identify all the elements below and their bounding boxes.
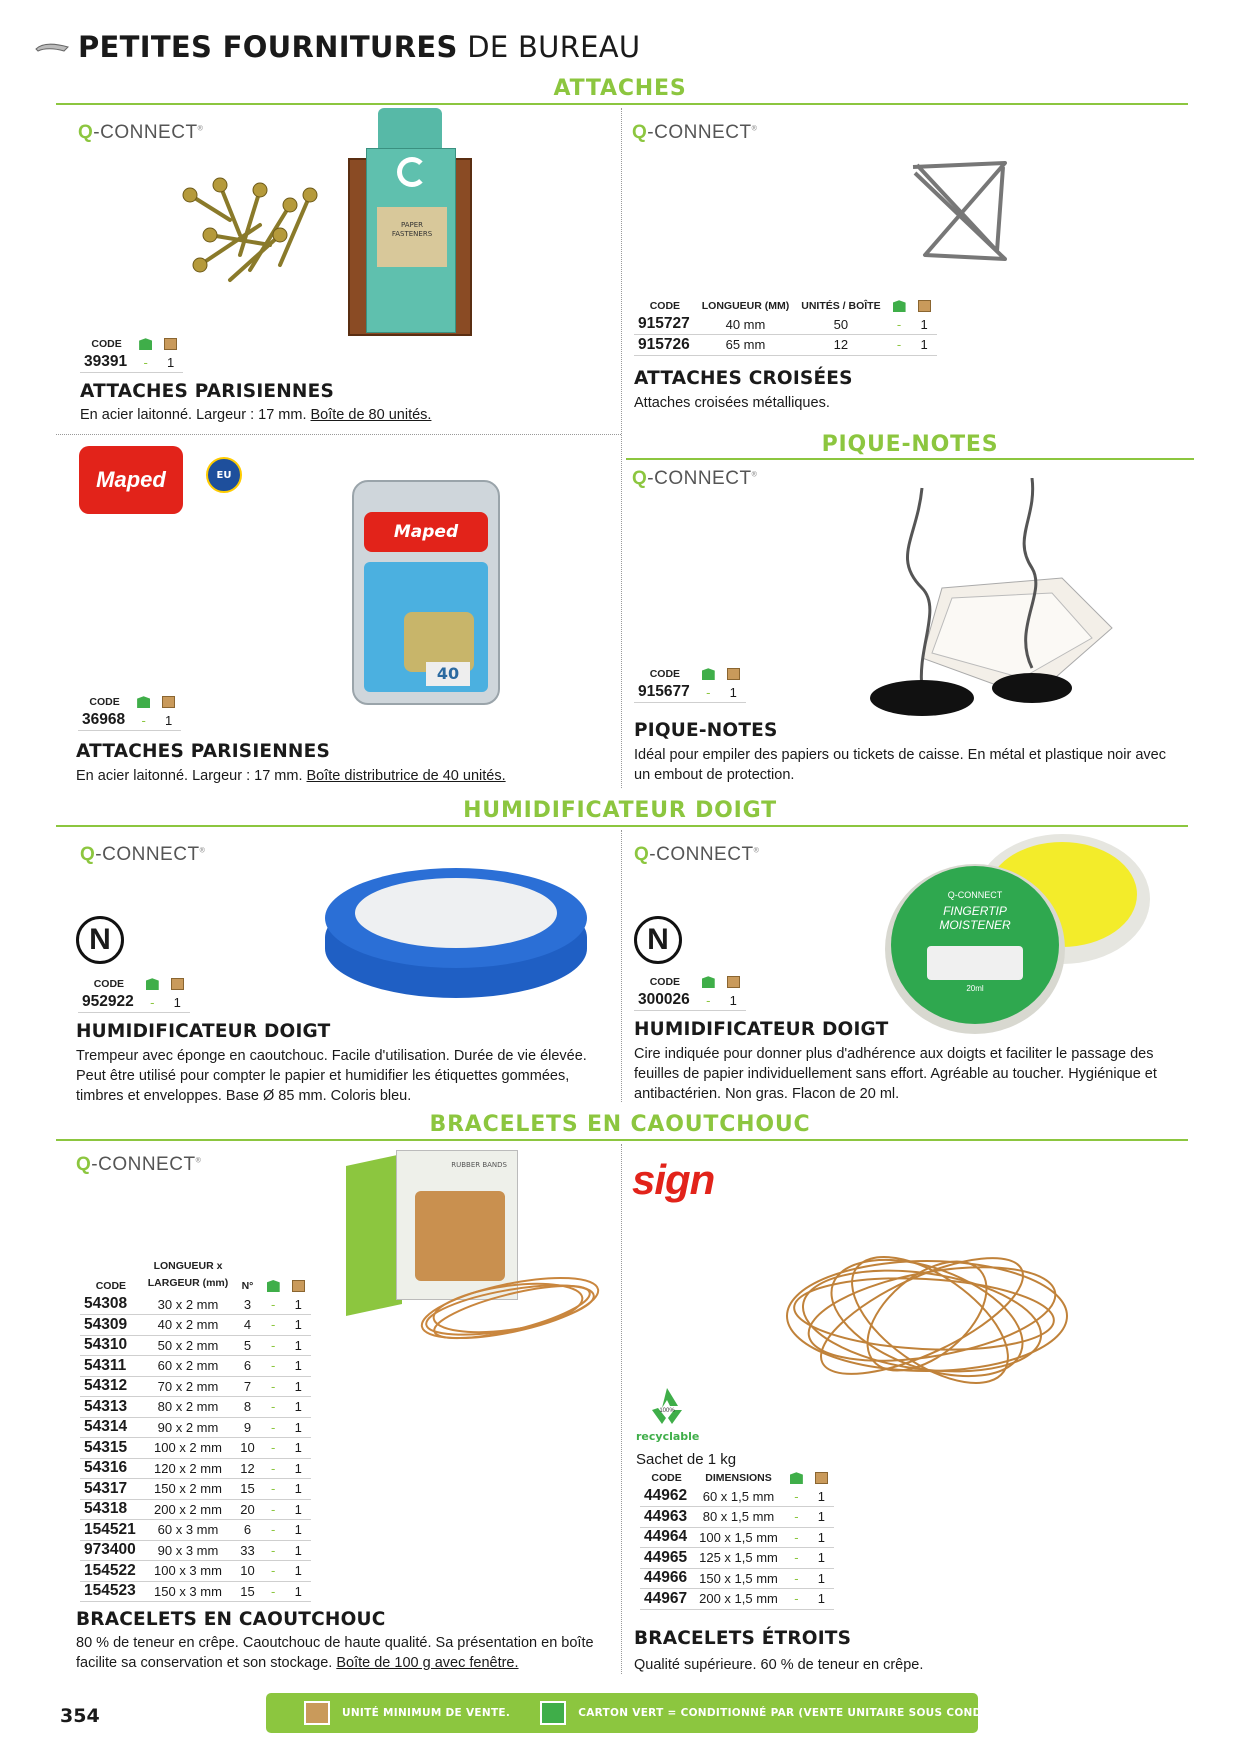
table-row: 54317 150 x 2 mm 15 - 1 [80, 1479, 311, 1500]
table-row: 54318 200 x 2 mm 20 - 1 [80, 1499, 311, 1520]
box-icon [918, 300, 931, 312]
product-description: En acier laitonné. Largeur : 17 mm. Boîte de 80 unités. [80, 407, 432, 423]
qconnect-logo: Q-CONNECT® [632, 122, 758, 143]
code-table: CODE 952922 - 1 [78, 978, 190, 1013]
box-icon [304, 1701, 330, 1725]
table-row: 54311 60 x 2 mm 6 - 1 [80, 1356, 311, 1377]
green-carton-icon [267, 1280, 280, 1292]
page-title-light: DE BUREAU [467, 30, 641, 64]
maped-logo: Maped [79, 446, 183, 514]
table-row: 44962 60 x 1,5 mm - 1 [640, 1486, 834, 1507]
table-row: 952922 - 1 [78, 992, 190, 1013]
brass-fasteners-image [170, 175, 340, 290]
table-row: 154521 60 x 3 mm 6 - 1 [80, 1520, 311, 1541]
legend-unit-min: UNITÉ MINIMUM DE VENTE. [304, 1701, 510, 1725]
pack-text: RUBBER BANDS [451, 1161, 507, 1169]
green-carton-icon [540, 1701, 566, 1725]
n-badge: N [76, 916, 124, 964]
box-icon [162, 696, 175, 708]
table-row: 915726 65 mm 12 - 1 [634, 335, 937, 356]
qconnect-logo: Q-CONNECT® [78, 122, 204, 143]
product-code: 39391 [80, 352, 133, 373]
paperclip-icon [34, 41, 72, 57]
table-row: 915677 - 1 [634, 682, 746, 703]
table-row: 54316 120 x 2 mm 12 - 1 [80, 1458, 311, 1479]
lid-volume: 20ml [966, 984, 984, 993]
box-icon [171, 978, 184, 990]
table-row: 154522 100 x 3 mm 10 - 1 [80, 1561, 311, 1582]
table-row: 54312 70 x 2 mm 7 - 1 [80, 1376, 311, 1397]
green-carton-icon [702, 976, 715, 988]
maped-dispenser-image: Maped 40 [352, 480, 500, 705]
product-title: BRACELETS ÉTROITS [634, 1628, 852, 1649]
recycle-icon [642, 1386, 692, 1426]
section-title-bracelets: BRACELETS EN CAOUTCHOUC [429, 1112, 811, 1137]
code-table: CODE 300026 - 1 [634, 976, 746, 1011]
pack-count: 40 [426, 662, 470, 686]
column-divider [621, 830, 622, 1102]
table-row: 154523 150 x 3 mm 15 - 1 [80, 1581, 311, 1602]
section-title-humidificateur: HUMIDIFICATEUR DOIGT [463, 798, 777, 823]
n-badge: N [634, 916, 682, 964]
qconnect-logo: Q-CONNECT® [632, 468, 758, 489]
product-title: PIQUE-NOTES [634, 720, 778, 741]
box-icon [727, 668, 740, 680]
box-icon [727, 976, 740, 988]
page-title [34, 30, 640, 64]
code-table: CODE DIMENSIONS 44962 60 x 1,5 mm - 1 44963 80 x 1,5 mm - 1 44964 100 x 1,5 mm - 1 44965 125 x 1,5 mm - 1 44966 150 x 1,5 mm - 1 44967 200 x 1,5 mm - 1 [640, 1472, 834, 1610]
box-icon [815, 1472, 828, 1484]
cross-clip-image [905, 155, 1015, 270]
table-row: 44965 125 x 1,5 mm - 1 [640, 1548, 834, 1569]
lid-text-2: MOISTENER [939, 918, 1011, 932]
table-row: 54314 90 x 2 mm 9 - 1 [80, 1417, 311, 1438]
product-title: HUMIDIFICATEUR DOIGT [76, 1021, 331, 1042]
product-description: Cire indiquée pour donner plus d'adhérence aux doigts et faciliter le passage des feuilles de papier individuellement sans effort. Agréable au toucher. Hygiénique et antibactérien. Non gras. Flacon de 20 ml. [634, 1046, 1157, 1102]
product-title: HUMIDIFICATEUR DOIGT [634, 1019, 889, 1040]
sachet-text: Sachet de 1 kg [636, 1451, 737, 1468]
table-row: 36968 - 1 [78, 710, 181, 731]
table-row: 54309 40 x 2 mm 4 - 1 [80, 1315, 311, 1336]
section-rule [56, 825, 1188, 827]
table-row: 54313 80 x 2 mm 8 - 1 [80, 1397, 311, 1418]
table-row: 39391 - 1 [80, 352, 183, 373]
table-row: 44964 100 x 1,5 mm - 1 [640, 1527, 834, 1548]
page-title-bold: PETITES FOURNITURES [78, 30, 458, 64]
product-title: ATTACHES PARISIENNES [76, 741, 330, 762]
narrow-rubber-bands-image [772, 1236, 1082, 1396]
product-description: Attaches croisées métalliques. [634, 395, 830, 411]
recycle-pct: 100% [659, 1408, 675, 1414]
table-row: 915727 40 mm 50 - 1 [634, 314, 937, 335]
box-icon [292, 1280, 305, 1292]
footer-legend [266, 1693, 1026, 1733]
green-carton-icon [139, 338, 152, 350]
fasteners-box-image [348, 108, 472, 336]
table-row: 44963 80 x 1,5 mm - 1 [640, 1507, 834, 1528]
lid-brand: Q-CONNECT [947, 890, 1003, 900]
section-rule [626, 458, 1194, 460]
code-table: CODE 36968 - 1 [78, 696, 181, 731]
table-row: 54315 100 x 2 mm 10 - 1 [80, 1438, 311, 1459]
green-carton-icon [146, 978, 159, 990]
table-row: 44966 150 x 1,5 mm - 1 [640, 1568, 834, 1589]
table-row: 44967 200 x 1,5 mm - 1 [640, 1589, 834, 1610]
rubber-bands-image [410, 1268, 610, 1348]
green-carton-icon [790, 1472, 803, 1484]
recyclable-badge: 100% recyclable [636, 1386, 698, 1443]
product-description: Trempeur avec éponge en caoutchouc. Facile d'utilisation. Durée de vie élevée. Peut être utilisé pour compter le papier et humidifier les étiquettes gommées, timbres et enveloppes. Base Ø 85 mm. Coloris bleu. [76, 1048, 587, 1104]
row-divider [56, 434, 621, 435]
table-row: 300026 - 1 [634, 990, 746, 1011]
green-carton-icon [137, 696, 150, 708]
product-title: ATTACHES PARISIENNES [80, 381, 334, 402]
qconnect-logo: Q-CONNECT® [80, 844, 206, 865]
product-description: Qualité supérieure. 60 % de teneur en crêpe. [634, 1657, 924, 1673]
qconnect-logo: Q-CONNECT® [634, 844, 760, 865]
section-rule [56, 103, 1188, 105]
green-carton-icon [702, 668, 715, 680]
product-description: Idéal pour empiler des papiers ou tickets de caisse. En métal et plastique noir avec un embout de protection. [634, 747, 1166, 783]
product-description: En acier laitonné. Largeur : 17 mm. Boîte distributrice de 40 unités. [76, 768, 506, 784]
code-table: CODE LONGUEUR (MM) UNITÉS / BOÎTE 915727 40 mm 50 - 1 915726 65 mm 12 - 1 [634, 300, 937, 356]
product-title: BRACELETS EN CAOUTCHOUC [76, 1609, 386, 1630]
code-table: CODE LONGUEUR x LARGEUR (mm) N° 54308 30 x 2 mm 3 - 1 54309 40 x 2 mm 4 - 1 54310 50 x 2 mm 5 - 1 54311 60 x 2 mm 6 - 1 54312 70 x 2 mm 7 - 1 54313 80 x 2 mm 8 - 1 54314 90 x 2 mm 9 - 1 54315 100 x 2 mm 10 - 1 54316 120 x 2 mm 12 - 1 54317 150 x 2 mm 15 - 1 54318 200 x 2 mm 20 - 1 154521 60 x 3 mm 6 - 1 973400 90 x 3 mm 33 - 1 154522 100 x 3 mm 10 - 1 154523 150 x 3 mm 15 - 1 [80, 1258, 311, 1602]
qconnect-logo: Q-CONNECT® [76, 1154, 202, 1175]
section-title-attaches: ATTACHES [553, 76, 687, 101]
sign-logo: sign [632, 1156, 715, 1203]
pique-notes-image [862, 478, 1132, 733]
code-header: CODE [91, 338, 122, 351]
blue-moistener-image [325, 868, 587, 998]
section-title-pique-notes: PIQUE-NOTES [821, 432, 999, 457]
column-divider [621, 108, 622, 788]
legend-carton-vert: CARTON VERT = CONDITIONNÉ PAR (VENTE UNITAIRE SOUS CONDITION). [540, 1701, 1025, 1725]
pack-text-1: PAPER [400, 221, 424, 229]
pack-text-2: FASTENERS [391, 230, 433, 238]
box-icon [164, 338, 177, 350]
table-row: 54308 30 x 2 mm 3 - 1 [80, 1294, 311, 1315]
code-table [80, 338, 183, 373]
page-number: 354 [60, 1705, 100, 1727]
section-rule [56, 1139, 1188, 1141]
lid-text-1: FINGERTIP [943, 904, 1007, 918]
green-carton-icon [893, 300, 906, 312]
table-row: 973400 90 x 3 mm 33 - 1 [80, 1540, 311, 1561]
code-table: CODE 915677 - 1 [634, 668, 746, 703]
product-title: ATTACHES CROISÉES [634, 368, 853, 389]
eu-badge: EU [206, 457, 242, 493]
table-row: 54310 50 x 2 mm 5 - 1 [80, 1335, 311, 1356]
product-description: 80 % de teneur en crêpe. Caoutchouc de haute qualité. Sa présentation en boîte facilite sa conservation et son stockage. Boîte de 100 g avec fenêtre. [76, 1635, 594, 1671]
column-divider [621, 1144, 622, 1674]
fingertip-moistener-image [885, 834, 1150, 1034]
